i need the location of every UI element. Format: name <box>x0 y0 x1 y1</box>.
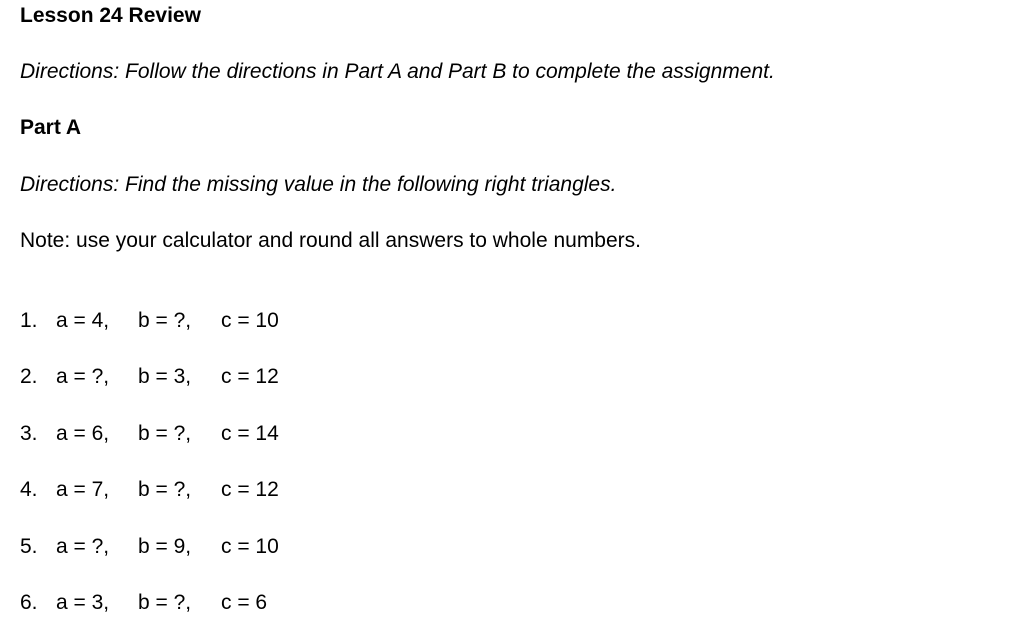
problem-number: 3. <box>20 422 38 445</box>
value-b: b = ?, <box>138 591 192 614</box>
problem-number: 1. <box>20 309 38 332</box>
value-b: b = ?, <box>138 309 192 332</box>
value-b: b = 9, <box>138 535 192 558</box>
value-b: b = ?, <box>138 478 192 501</box>
problem-number: 6. <box>20 591 38 614</box>
value-c: c = 14 <box>221 422 279 445</box>
value-c: c = 10 <box>221 309 279 332</box>
calculator-note: Note: use your calculator and round all answers to whole numbers. <box>20 229 641 252</box>
value-c: c = 6 <box>221 591 268 614</box>
value-b: b = 3, <box>138 365 192 388</box>
value-c: c = 12 <box>221 365 279 388</box>
problem-number: 5. <box>20 535 38 558</box>
value-c: c = 12 <box>221 478 279 501</box>
value-b: b = ?, <box>138 422 192 445</box>
value-a: a = 3, <box>56 591 110 614</box>
value-a: a = 7, <box>56 478 110 501</box>
value-c: c = 10 <box>221 535 279 558</box>
lesson-title: Lesson 24 Review <box>20 4 201 27</box>
part-a-heading: Part A <box>20 116 82 139</box>
value-a: a = 6, <box>56 422 110 445</box>
problem-number: 2. <box>20 365 38 388</box>
main-directions: Directions: Follow the directions in Part A and Part B to complete the assignment. <box>20 60 775 83</box>
problem-number: 4. <box>20 478 38 501</box>
value-a: a = ?, <box>56 535 110 558</box>
value-a: a = ?, <box>56 365 110 388</box>
value-a: a = 4, <box>56 309 110 332</box>
part-a-directions: Directions: Find the missing value in the following right triangles. <box>20 173 617 196</box>
